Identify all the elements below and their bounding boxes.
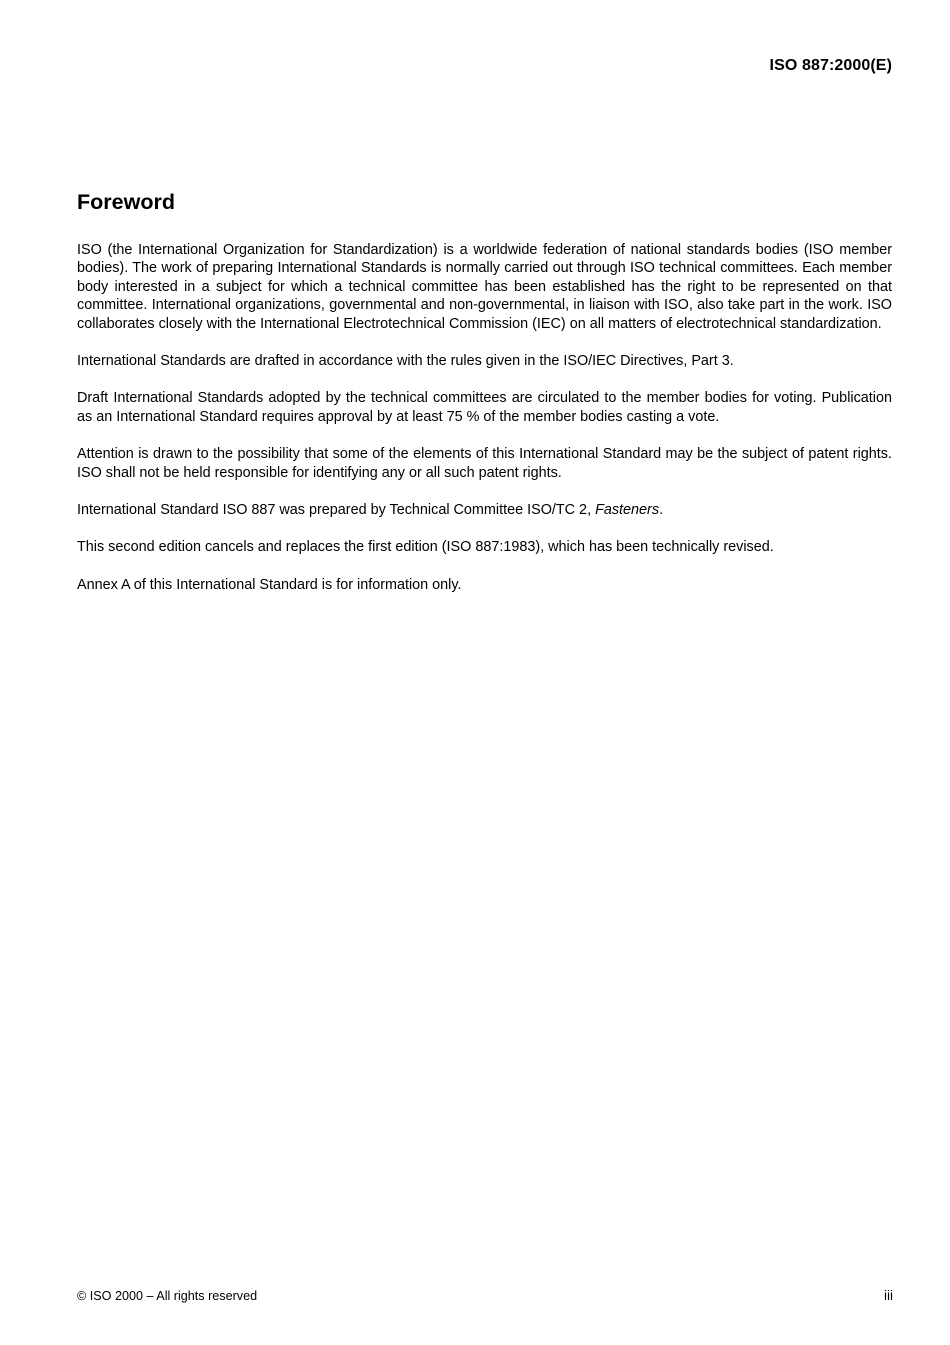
paragraph-directives: International Standards are drafted in accordance with the rules given in the ISO/IEC Directives, Part 3.: [77, 353, 734, 370]
paragraph-iso-overview: ISO (the International Organization for Standardization) is a worldwide federation of national standards bodies (ISO member bodies). The work of preparing International Standards is normally carried out through ISO technical committees. Each member body interested in a subject for which a technical committee has been established has the right to be represented on that committee. International organizations, governmental and non-governmental, in liaison with ISO, also take part in the work. ISO collaborates closely with the International Electrotechnical Commission (IEC) on all matters of electrotechnical standardization.: [77, 242, 892, 332]
paragraph-annex: Annex A of this International Standard is for information only.: [77, 576, 462, 593]
copyright-footer: © ISO 2000 – All rights reserved: [77, 1289, 258, 1303]
paragraph-edition: This second edition cancels and replaces the first edition (ISO 887:1983), which has been technically revised.: [77, 539, 774, 556]
paragraph-voting: Draft International Standards adopted by the technical committees are circulated to the member bodies for voting. Publication as an International Standard requires approval by at least 75 % of the member bodies casting a vote.: [77, 390, 892, 425]
page-number: iii: [884, 1288, 893, 1303]
tc-committee-name: Fasteners: [595, 502, 660, 519]
paragraph-patent-rights: Attention is drawn to the possibility that some of the elements of this International Standard may be the subject of patent rights. ISO shall not be held responsible for identifying any or all such patent rights.: [77, 446, 892, 481]
document-id-header: ISO 887:2000(E): [769, 57, 892, 74]
paragraph-technical-committee: [77, 501, 892, 519]
foreword-body: [77, 241, 892, 613]
tc-text-suffix: .: [659, 502, 664, 519]
tc-text-prefix: International Standard ISO 887 was prepared by Technical Committee ISO/TC 2,: [77, 502, 596, 519]
foreword-heading: Foreword: [77, 190, 175, 214]
